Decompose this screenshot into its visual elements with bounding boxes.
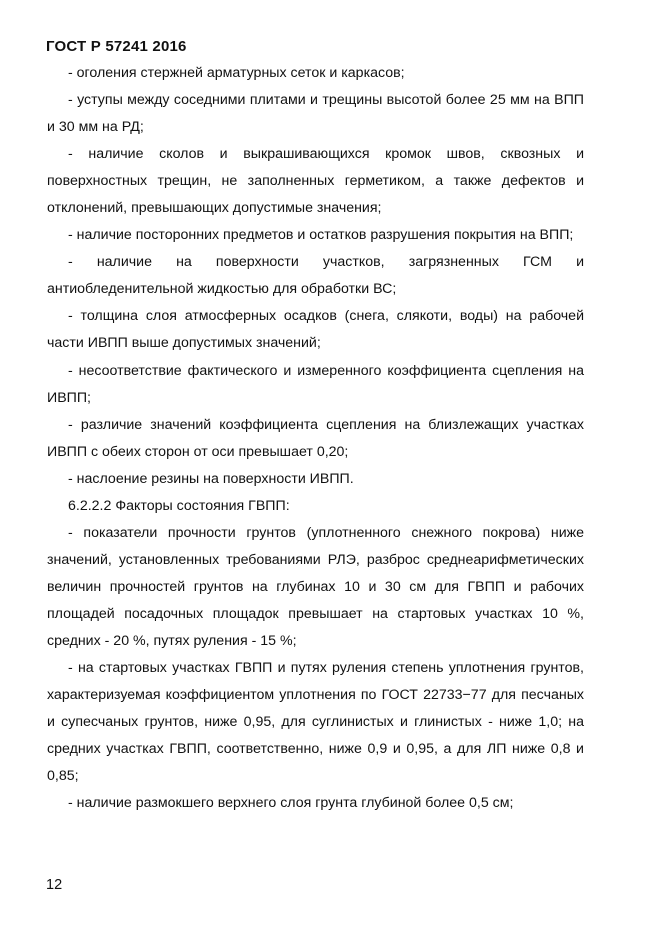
list-item: - наслоение резины на поверхности ИВПП. [68,470,354,487]
page-number: 12 [46,877,63,893]
section-heading: 6.2.2.2 Факторы состояния ГВПП: [68,497,290,514]
list-item: - уступы между соседними плитами и трещины высотой более 25 мм на ВПП и 30 мм на РД; [47,92,584,136]
body-text [47,60,584,817]
list-item: - наличие размокшего верхнего слоя грунта глубиной более 0,5 см; [68,795,514,812]
list-item: - на стартовых участках ГВПП и путях руления степень уплотнения грунтов, характеризуемая коэффициентом уплотнения по ГОСТ 22733−77 для песчаных и супесчаных грунтов, ниже 0,95, для суглинистых и глинистых - ниже 1,0; на средних участках ГВПП, соответственно, ниже 0,9 и 0,95, а для ЛП ниже 0,8 и 0,85; [47,660,584,785]
list-item: - показатели прочности грунтов (уплотненного снежного покрова) ниже значений, установленных требованиями РЛЭ, разброс среднеарифметических величин прочностей грунтов на глубинах 10 и 30 см для ГВПП и рабочих площадей посадочных площадок превышает на стартовых участках 10 %, средних - 20 %, путях руления - 15 %; [47,524,584,649]
list-item: - толщина слоя атмосферных осадков (снега, слякоти, воды) на рабочей части ИВПП выше допустимых значений; [47,308,584,352]
list-item: - несоответствие фактического и измеренного коэффициента сцепления на ИВПП; [47,362,584,406]
list-item: - оголения стержней арматурных сеток и каркасов; [68,65,405,81]
list-item: - наличие на поверхности участков, загрязненных ГСМ и антиобледенительной жидкостью для обработки ВС; [47,254,584,298]
list-item: - различие значений коэффициента сцепления на близлежащих участках ИВПП с обеих сторон от оси превышает 0,20; [47,416,584,460]
list-item: - наличие сколов и выкрашивающихся кромок швов, сквозных и поверхностных трещин, не заполненных герметиком, а также дефектов и отклонений, превышающих допустимые значения; [47,146,584,217]
standard-header: ГОСТ Р 57241 2016 [46,38,187,55]
list-item: - наличие посторонних предметов и остатков разрушения покрытия на ВПП; [68,227,574,244]
